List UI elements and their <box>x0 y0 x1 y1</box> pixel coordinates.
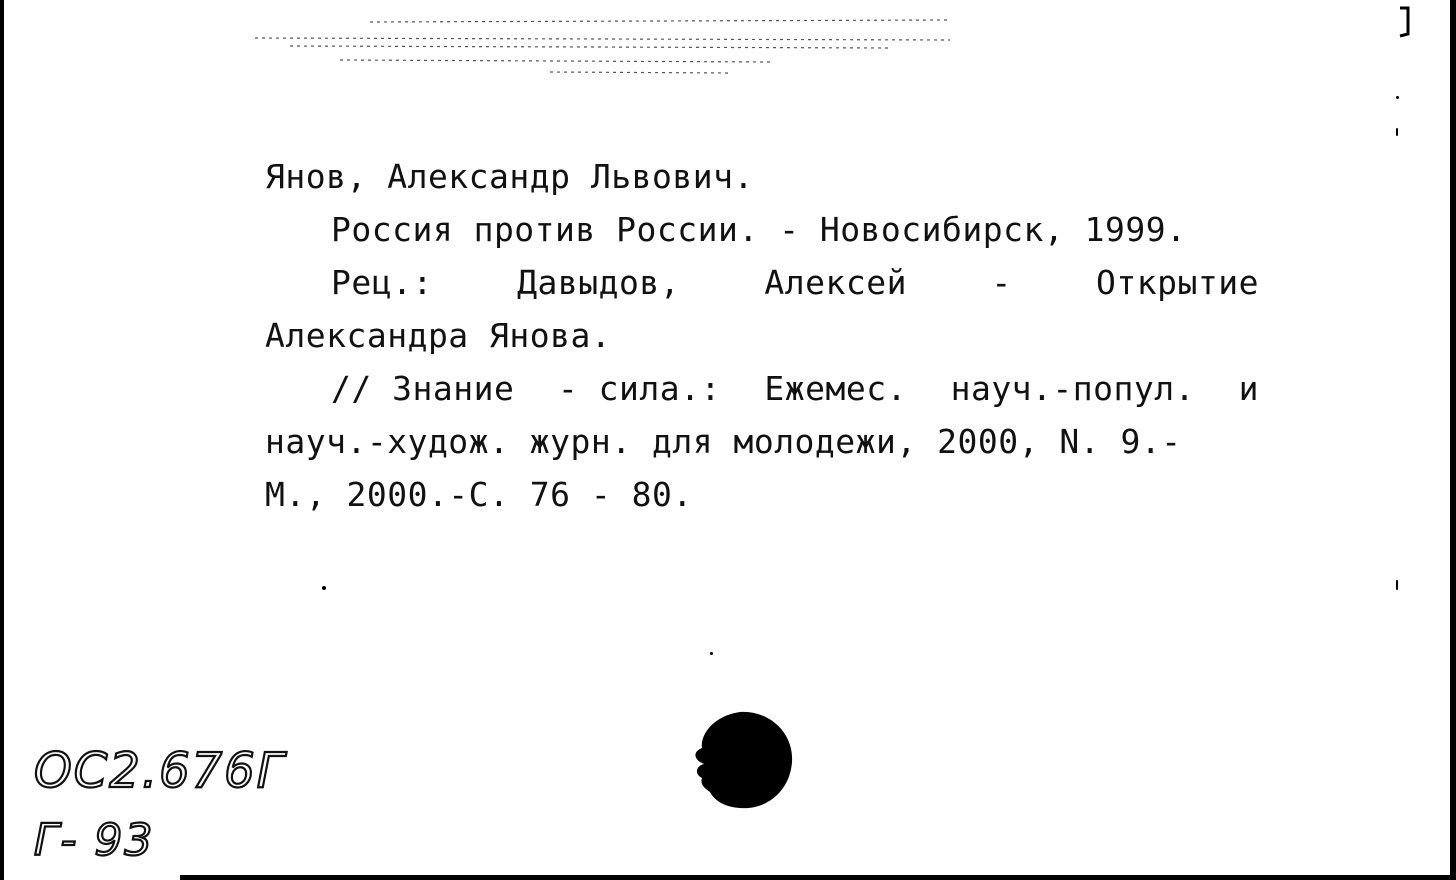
ink-speck <box>1396 580 1398 590</box>
handwritten-shelfmark <box>30 735 390 875</box>
reviewer-surname: Давыдов, <box>517 263 681 302</box>
ink-speck <box>1396 96 1399 99</box>
ink-speck <box>710 652 713 655</box>
review-dash: - <box>991 263 1012 302</box>
shelfmark-cutter: Г- 93 <box>34 815 155 866</box>
reviewer-name: Алексей <box>764 263 907 302</box>
bibliographic-entry <box>265 150 1259 521</box>
review-title-start: Открытие <box>1096 263 1259 302</box>
punch-hole <box>690 708 796 812</box>
review-line <box>265 256 1259 309</box>
card-right-edge <box>1450 0 1456 880</box>
shelfmark-code: ОС2.676Г <box>34 743 286 799</box>
source-line-1 <box>265 362 1259 415</box>
review-prefix: Рец.: <box>331 263 433 302</box>
card-bottom-edge <box>180 875 1456 880</box>
source-line-2: науч.-худож. журн. для молодежи, 2000, N. 9.- <box>265 422 1182 461</box>
ink-speck <box>1396 128 1398 136</box>
source-journal: // Знание <box>331 369 515 408</box>
ink-speck <box>322 586 326 590</box>
card-left-edge <box>0 0 4 880</box>
corner-bracket-mark <box>1396 0 1416 40</box>
faded-print-residue <box>250 10 970 80</box>
source-genre: науч.-попул. <box>950 369 1195 408</box>
book-title-line: Россия против России. - Новосибирск, 1999. <box>331 210 1187 249</box>
source-periodicity: Ежемес. <box>764 369 907 408</box>
source-line-3: М., 2000.-С. 76 - 80. <box>265 475 693 514</box>
author-heading: Янов, Александр Львович. <box>265 157 754 196</box>
source-journal-cont: - сила.: <box>557 369 721 408</box>
review-title-end: Александра Янова. <box>265 316 612 355</box>
source-conj: и <box>1238 369 1259 408</box>
